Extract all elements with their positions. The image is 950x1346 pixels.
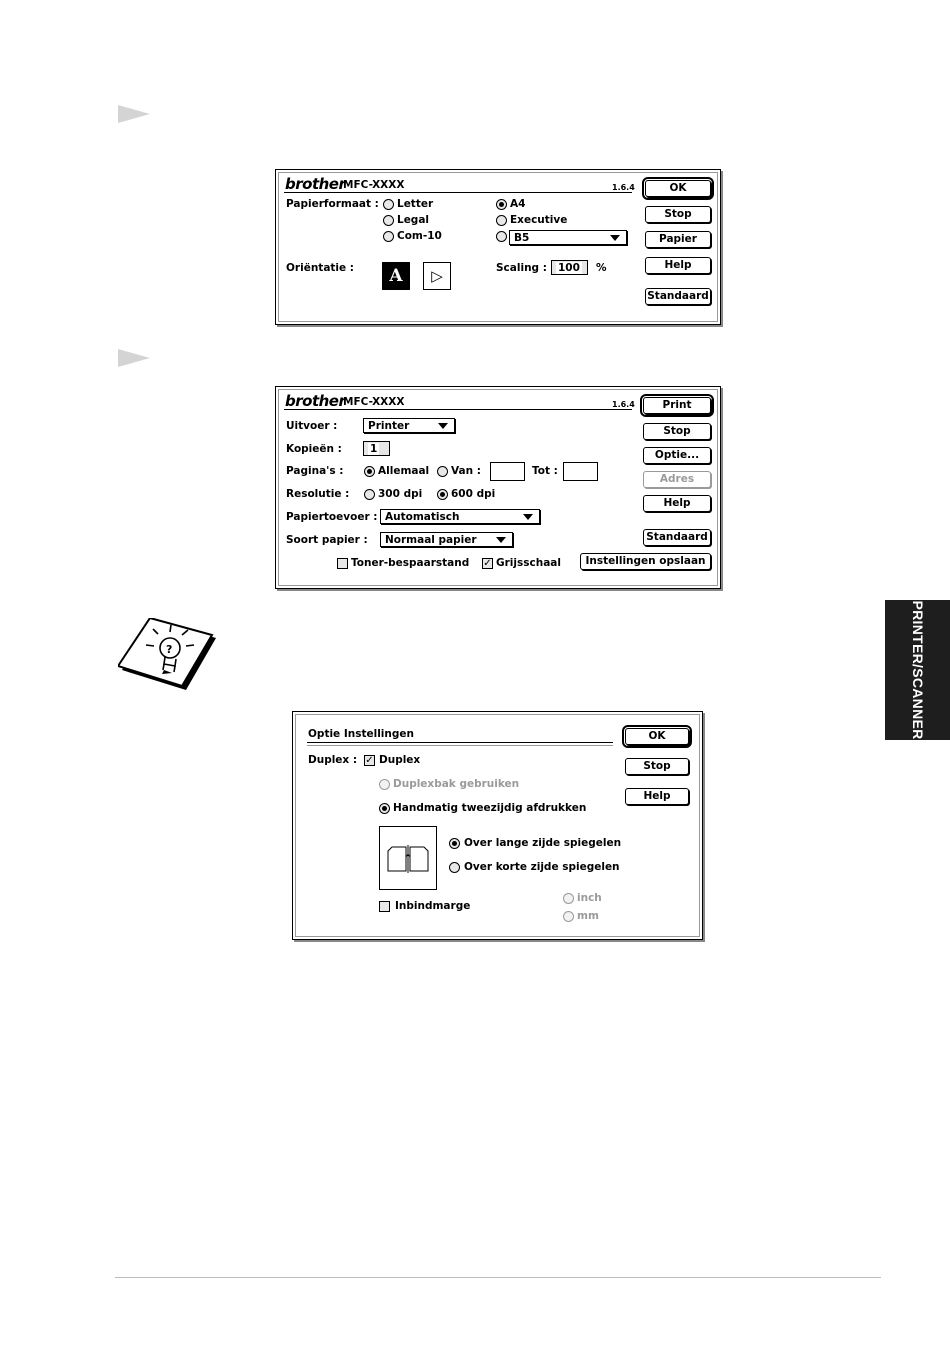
paper-source-value: Automatisch [385, 511, 460, 523]
landscape-orientation-icon[interactable]: ▷ [423, 262, 451, 290]
lightbulb-hint-icon [118, 618, 218, 692]
duplex-checkbox[interactable]: ✓ [365, 755, 374, 766]
copies-label: Kopieën : [286, 443, 342, 455]
options-dialog [292, 711, 703, 940]
radio-pages-all-label: Allemaal [378, 465, 430, 477]
default-button[interactable]: Standaard [643, 529, 711, 546]
brother-logo: brother [285, 175, 346, 193]
radio-executive[interactable] [496, 215, 507, 226]
radio-legal-label: Legal [397, 214, 430, 226]
footer-divider [115, 1277, 881, 1278]
ok-button[interactable]: OK [625, 728, 689, 745]
custom-size-dropdown[interactable] [509, 230, 627, 245]
chevron-down-icon [496, 537, 506, 543]
radio-executive-label: Executive [510, 214, 568, 226]
radio-mm-label: mm [577, 910, 599, 922]
radio-mm [563, 911, 574, 922]
radio-600dpi-label: 600 dpi [451, 488, 496, 500]
radio-pages-range[interactable] [437, 466, 448, 477]
resolution-label: Resolutie : [286, 488, 350, 500]
version-label: 1.6.4 [612, 400, 635, 409]
section-tab-label: PRINTER/SCANNER [909, 600, 926, 740]
help-button[interactable]: Help [645, 257, 711, 274]
output-label: Uitvoer : [286, 420, 338, 432]
duplex-checkbox-label: Duplex [379, 754, 421, 766]
print-dialog [275, 386, 721, 589]
paper-type-label: Soort papier : [286, 534, 368, 546]
radio-a4-label: A4 [510, 198, 526, 210]
radio-duplex-tray [379, 779, 390, 790]
radio-legal[interactable] [383, 215, 394, 226]
title-divider-2 [307, 745, 613, 746]
radio-inch-label: inch [577, 892, 602, 904]
copies-input[interactable]: 1 [363, 441, 390, 456]
address-button: Adres [643, 471, 711, 488]
svg-text:?: ? [166, 643, 173, 656]
chevron-down-icon [438, 423, 448, 429]
radio-com10-label: Com-10 [397, 230, 442, 242]
radio-long-edge[interactable] [449, 838, 460, 849]
print-button[interactable]: Print [643, 397, 711, 414]
brother-logo: brother [285, 392, 346, 410]
radio-letter[interactable] [383, 199, 394, 210]
portrait-orientation-icon[interactable]: A [382, 262, 410, 290]
model-name: MFC-XXXX [343, 179, 405, 191]
header-divider [284, 409, 632, 410]
radio-short-edge[interactable] [449, 862, 460, 873]
header-divider [284, 192, 632, 193]
custom-size-value: B5 [514, 232, 530, 244]
save-settings-button[interactable]: Instellingen opslaan [580, 553, 711, 570]
scaling-input[interactable]: 100 [551, 260, 588, 275]
radio-short-edge-label: Over korte zijde spiegelen [464, 861, 620, 873]
toner-save-label: Toner-bespaarstand [351, 557, 470, 569]
radio-com10[interactable] [383, 231, 394, 242]
help-button[interactable]: Help [625, 788, 689, 805]
scaling-label: Scaling : [496, 262, 547, 274]
model-name: MFC-XXXX [343, 396, 405, 408]
paper-button[interactable]: Papier [645, 231, 711, 248]
title-divider [307, 742, 613, 743]
step-arrow-1 [118, 105, 150, 123]
toner-save-checkbox[interactable] [337, 558, 348, 569]
radio-manual-duplex[interactable] [379, 803, 390, 814]
stop-button[interactable]: Stop [625, 758, 689, 775]
radio-duplex-tray-label: Duplexbak gebruiken [393, 778, 520, 790]
radio-custom-size[interactable] [496, 231, 507, 242]
pages-from-label: Van : [451, 465, 481, 477]
paper-type-value: Normaal papier [385, 534, 477, 546]
help-button[interactable]: Help [643, 495, 711, 512]
ok-button[interactable]: OK [645, 180, 711, 197]
binding-margin-checkbox[interactable] [379, 901, 390, 912]
options-button[interactable]: Optie... [643, 447, 711, 464]
pages-to-label: Tot : [532, 465, 558, 477]
radio-pages-all[interactable] [364, 466, 375, 477]
pages-to-input[interactable] [563, 462, 598, 481]
duplex-preview [379, 826, 437, 890]
chevron-down-icon [523, 514, 533, 520]
duplex-label: Duplex : [308, 754, 358, 766]
default-button[interactable]: Standaard [645, 288, 711, 305]
orientation-label: Oriëntatie : [286, 262, 354, 274]
dialog-title: Optie Instellingen [308, 728, 414, 740]
radio-inch [563, 893, 574, 904]
radio-a4[interactable] [496, 199, 507, 210]
pages-from-input[interactable] [490, 462, 525, 481]
stop-button[interactable]: Stop [645, 206, 711, 223]
stop-button[interactable]: Stop [643, 423, 711, 440]
scaling-unit: % [596, 262, 607, 274]
output-dropdown[interactable] [363, 418, 455, 433]
paper-source-dropdown[interactable] [380, 509, 540, 524]
radio-manual-duplex-label: Handmatig tweezijdig afdrukken [393, 802, 587, 814]
radio-long-edge-label: Over lange zijde spiegelen [464, 837, 622, 849]
section-tab [885, 600, 950, 740]
radio-letter-label: Letter [397, 198, 434, 210]
radio-600dpi[interactable] [437, 489, 448, 500]
binding-margin-label: Inbindmarge [395, 900, 471, 912]
page-setup-dialog [275, 169, 721, 325]
step-arrow-2 [118, 349, 150, 367]
paper-type-dropdown[interactable] [380, 532, 513, 547]
grayscale-checkbox[interactable]: ✓ [483, 558, 492, 569]
pages-label: Pagina's : [286, 465, 344, 477]
chevron-down-icon [610, 235, 620, 241]
radio-300dpi-label: 300 dpi [378, 488, 423, 500]
output-value: Printer [368, 420, 410, 432]
book-spread-icon [380, 827, 436, 889]
radio-300dpi[interactable] [364, 489, 375, 500]
grayscale-label: Grijsschaal [496, 557, 561, 569]
paper-source-label: Papiertoevoer : [286, 511, 378, 523]
paper-size-label: Papierformaat : [286, 198, 379, 210]
version-label: 1.6.4 [612, 183, 635, 192]
